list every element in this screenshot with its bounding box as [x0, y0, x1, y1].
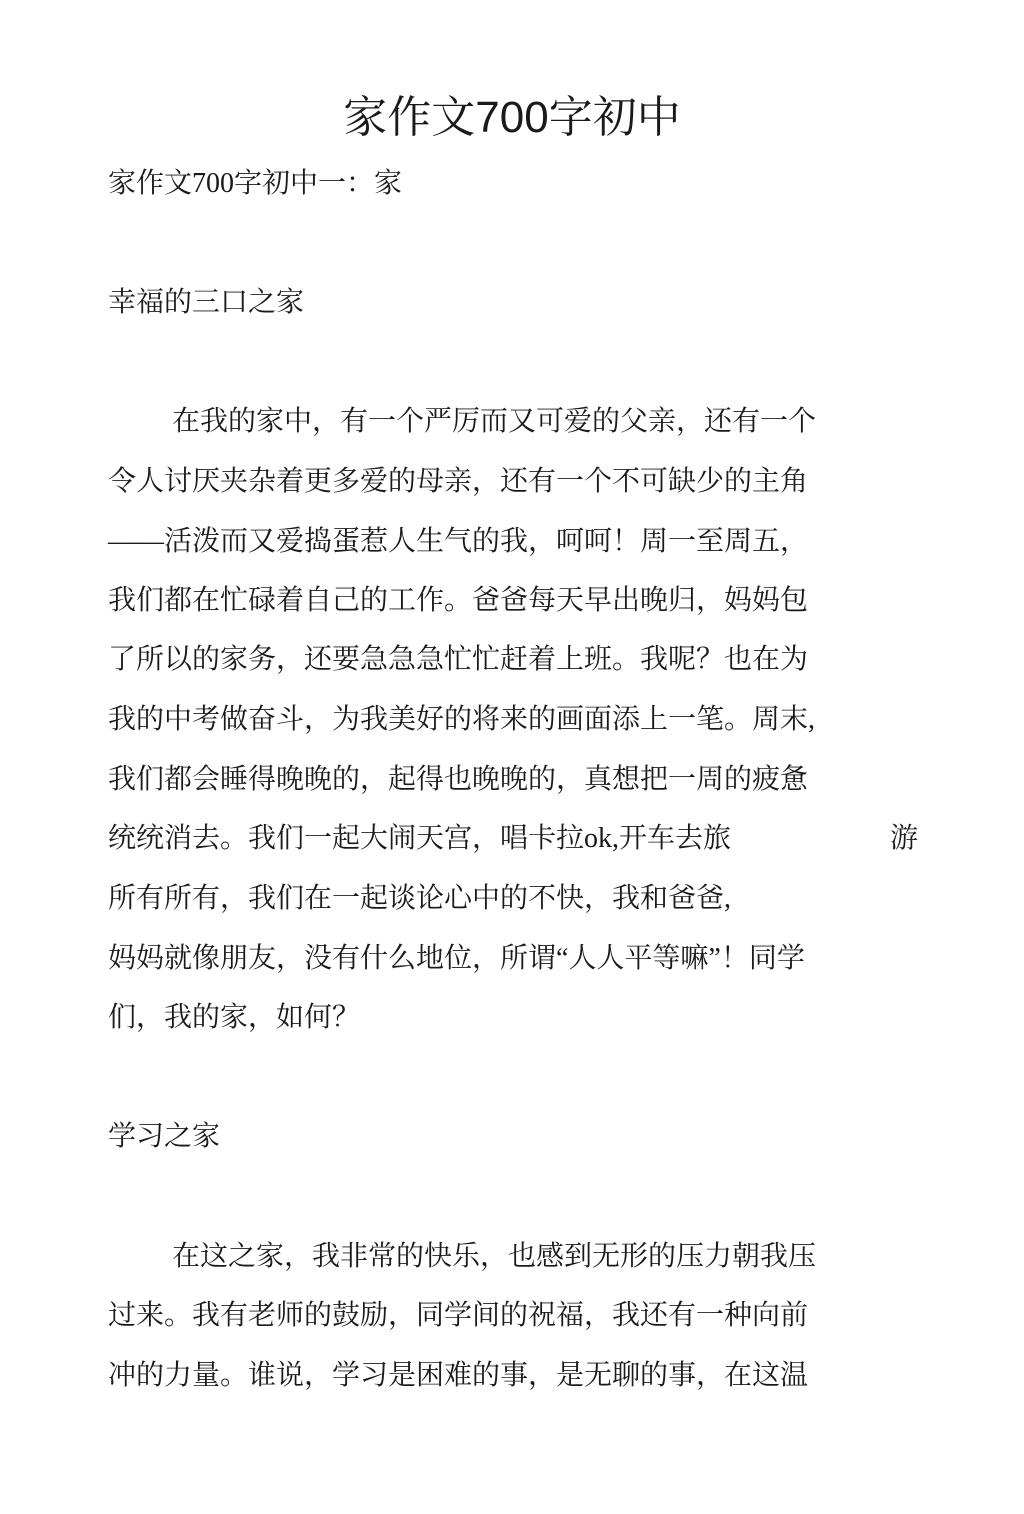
paragraph-line: ——活泼而又爱捣蛋惹人生气的我，呵呵！周一至周五， — [108, 526, 809, 557]
paragraph-line: 统统消去。我们一起大闹天宫，唱卡拉ok,开车去旅 — [108, 823, 732, 854]
paragraph-line: 在这之家，我非常的快乐，也感到无形的压力朝我压 — [172, 1241, 817, 1272]
section-heading-happy-family: 幸福的三口之家 — [108, 287, 305, 318]
paragraph-line: 所有所有，我们在一起谈论心中的不快，我和爸爸, — [108, 883, 732, 914]
document-title: 家作文700字初中 — [343, 93, 681, 142]
paragraph-trailing-word: 游 — [890, 823, 919, 854]
paragraph-line: 妈妈就像朋友，没有什么地位，所谓“人人平等嘛”！同学 — [108, 943, 805, 974]
paragraph-line: 令人讨厌夹杂着更多爱的母亲，还有一个不可缺少的主角 — [108, 466, 809, 497]
paragraph-line: 们，我的家，如何？ — [108, 1002, 361, 1033]
paragraph-line: 我们都在忙碌着自己的工作。爸爸每天早出晚归，妈妈包 — [108, 585, 809, 616]
document-subtitle: 家作文700字初中一：家 — [108, 168, 403, 199]
paragraph-line: 我们都会睡得晚晚的，起得也晚晚的，真想把一周的疲惫 — [108, 764, 809, 795]
paragraph-line: 在我的家中，有一个严厉而又可爱的父亲，还有一个 — [172, 406, 817, 437]
paragraph-line: 冲的力量。谁说，学习是困难的事，是无聊的事，在这温 — [108, 1360, 809, 1391]
section-heading-study-home: 学习之家 — [108, 1121, 221, 1152]
paragraph-line: 我的中考做奋斗，为我美好的将来的画面添上一笔。周末, — [108, 704, 816, 735]
paragraph-line: 过来。我有老师的鼓励，同学间的祝福，我还有一种向前 — [108, 1300, 809, 1331]
paragraph-line: 了所以的家务，还要急急急忙忙赶着上班。我呢？也在为 — [108, 644, 809, 675]
